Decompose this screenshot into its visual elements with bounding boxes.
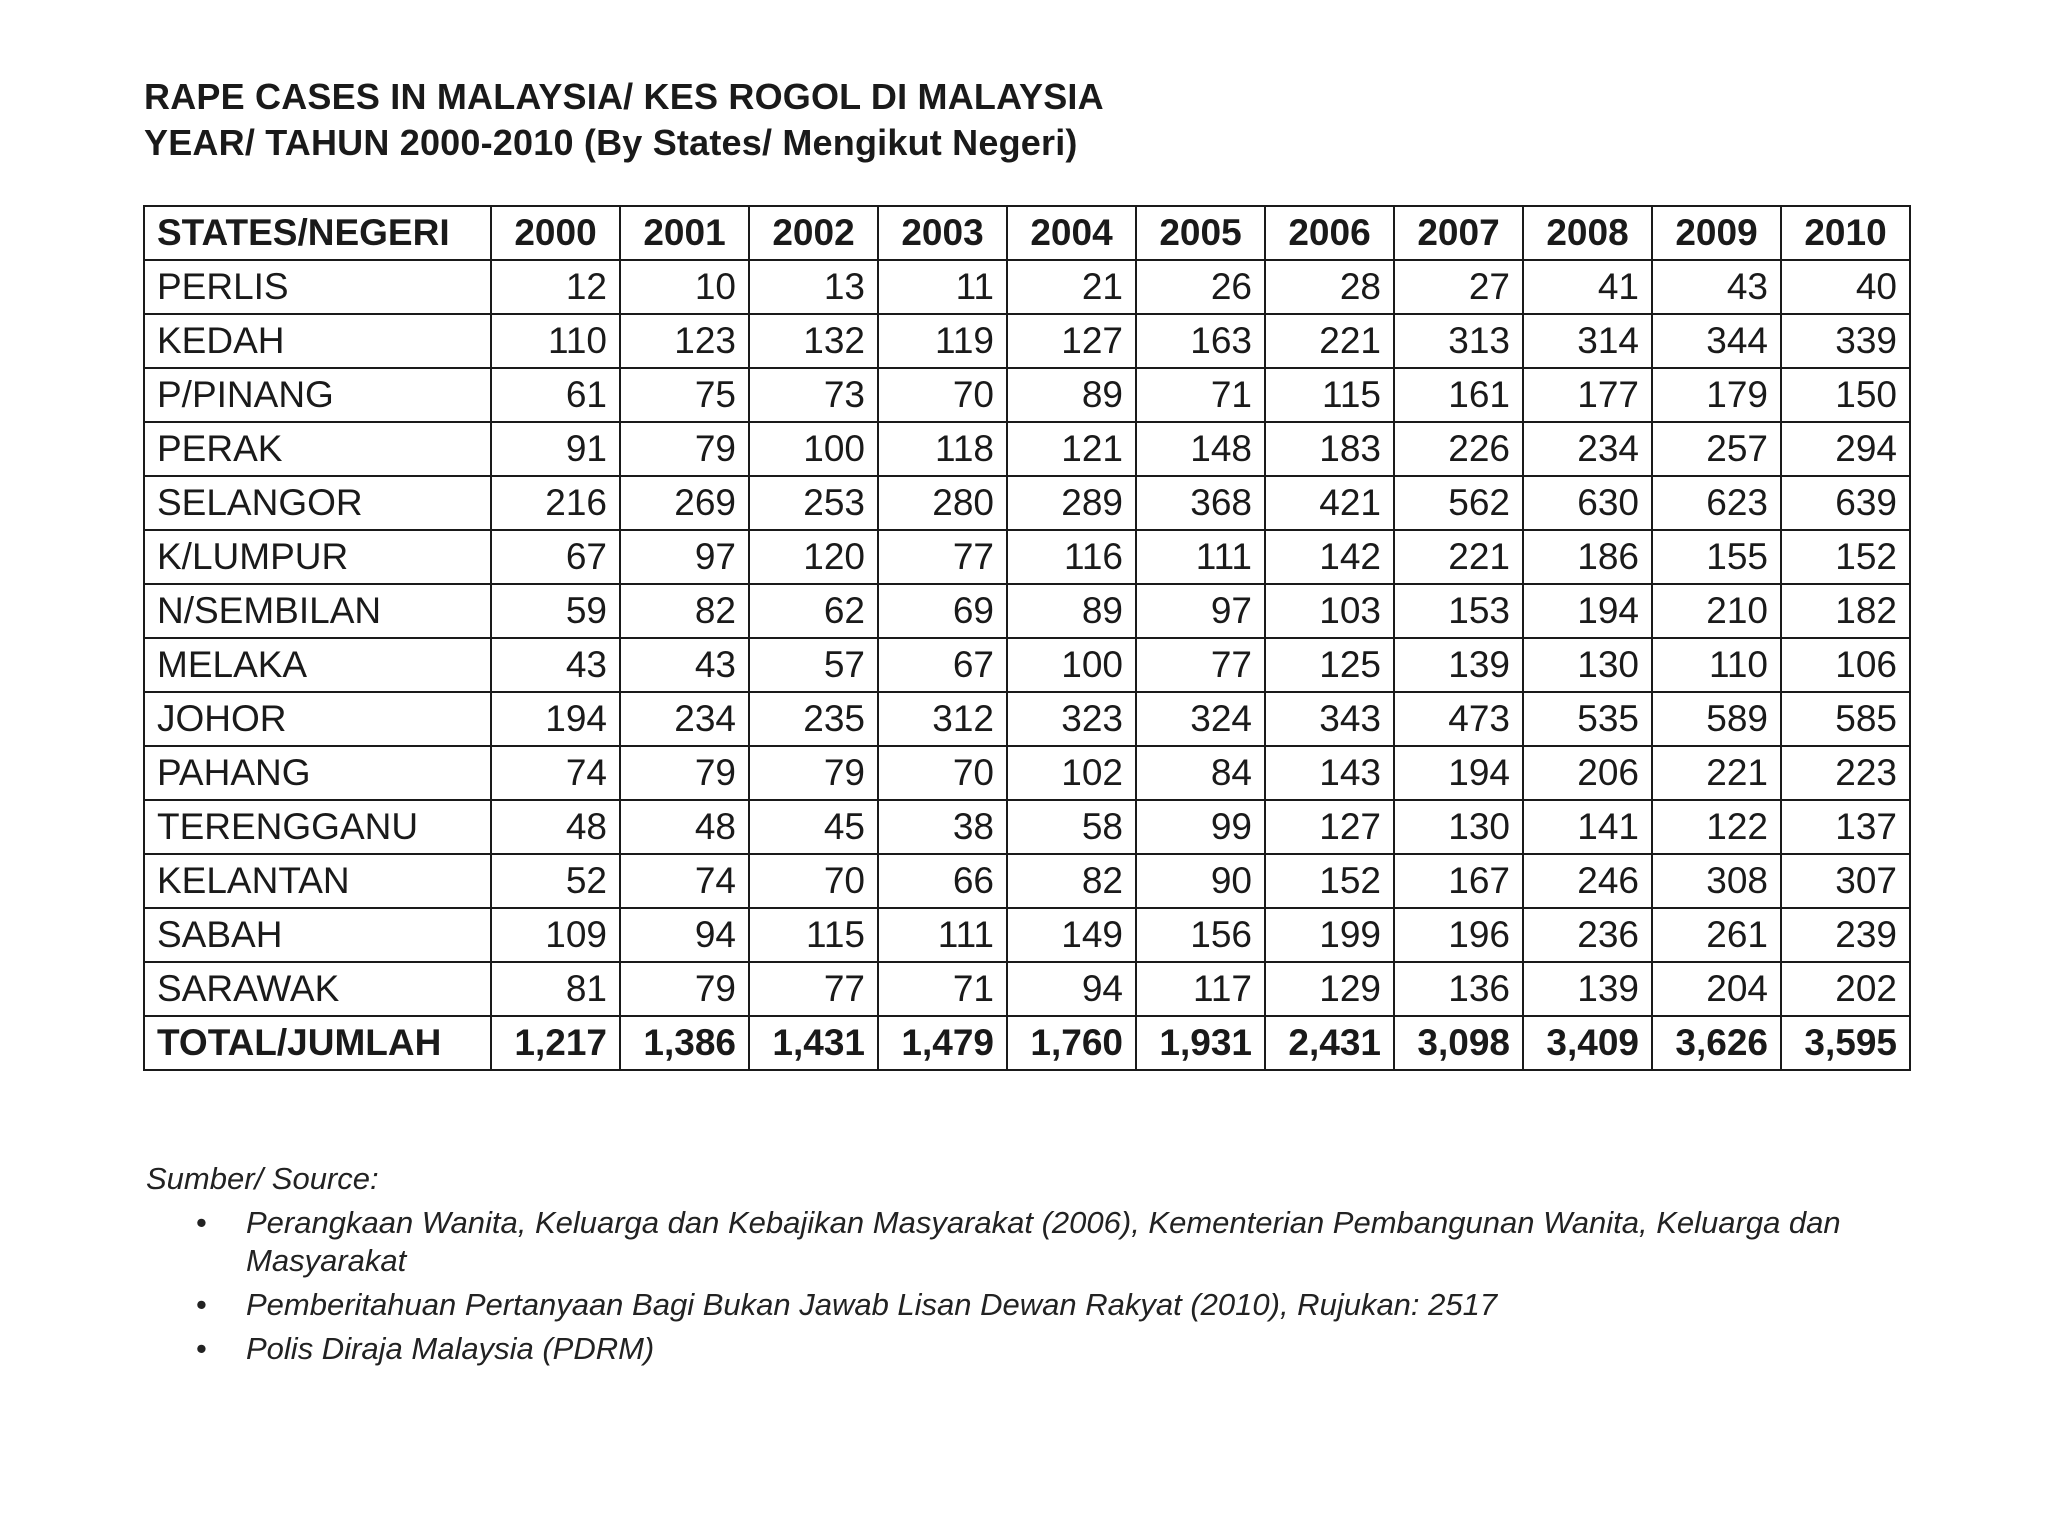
source-text: Perangkaan Wanita, Keluarga dan Kebajikan Masyarakat (2006), Kementerian Pembangunan Wanita, Keluarga dan Masyarakat — [246, 1205, 1841, 1278]
state-name-cell: PERAK — [144, 422, 491, 476]
value-cell: 45 — [749, 800, 878, 854]
value-cell: 307 — [1781, 854, 1910, 908]
value-cell: 43 — [620, 638, 749, 692]
value-cell: 137 — [1781, 800, 1910, 854]
bullet-icon: • — [196, 1287, 207, 1322]
value-cell: 186 — [1523, 530, 1652, 584]
rape-cases-table — [143, 205, 1911, 1071]
value-cell: 69 — [878, 584, 1007, 638]
table-row — [144, 368, 1910, 422]
value-cell: 59 — [491, 584, 620, 638]
table-row — [144, 422, 1910, 476]
value-cell: 194 — [1523, 584, 1652, 638]
source-item — [196, 1286, 1946, 1324]
value-cell: 71 — [1136, 368, 1265, 422]
value-cell: 70 — [749, 854, 878, 908]
total-value-cell: 3,098 — [1394, 1016, 1523, 1070]
value-cell: 343 — [1265, 692, 1394, 746]
table-row — [144, 476, 1910, 530]
value-cell: 221 — [1394, 530, 1523, 584]
value-cell: 97 — [1136, 584, 1265, 638]
value-cell: 82 — [1007, 854, 1136, 908]
state-name-cell: K/LUMPUR — [144, 530, 491, 584]
value-cell: 127 — [1265, 800, 1394, 854]
value-cell: 177 — [1523, 368, 1652, 422]
value-cell: 12 — [491, 260, 620, 314]
value-cell: 84 — [1136, 746, 1265, 800]
header-year: 2003 — [878, 206, 1007, 260]
header-year: 2007 — [1394, 206, 1523, 260]
value-cell: 234 — [620, 692, 749, 746]
table-row — [144, 746, 1910, 800]
value-cell: 103 — [1265, 584, 1394, 638]
title-line-1: RAPE CASES IN MALAYSIA/ KES ROGOL DI MALAYSIA — [144, 76, 1104, 117]
value-cell: 323 — [1007, 692, 1136, 746]
total-value-cell: 3,626 — [1652, 1016, 1781, 1070]
value-cell: 71 — [878, 962, 1007, 1016]
value-cell: 148 — [1136, 422, 1265, 476]
table-row — [144, 854, 1910, 908]
state-name-cell: PAHANG — [144, 746, 491, 800]
value-cell: 123 — [620, 314, 749, 368]
value-cell: 194 — [1394, 746, 1523, 800]
value-cell: 27 — [1394, 260, 1523, 314]
title-line-2: YEAR/ TAHUN 2000-2010 (By States/ Mengikut Negeri) — [144, 122, 1078, 163]
source-text: Pemberitahuan Pertanyaan Bagi Bukan Jawab Lisan Dewan Rakyat (2010), Rujukan: 2517 — [246, 1287, 1498, 1322]
value-cell: 210 — [1652, 584, 1781, 638]
value-cell: 119 — [878, 314, 1007, 368]
header-year: 2008 — [1523, 206, 1652, 260]
value-cell: 182 — [1781, 584, 1910, 638]
value-cell: 130 — [1394, 800, 1523, 854]
value-cell: 280 — [878, 476, 1007, 530]
value-cell: 110 — [491, 314, 620, 368]
value-cell: 100 — [1007, 638, 1136, 692]
value-cell: 149 — [1007, 908, 1136, 962]
value-cell: 77 — [1136, 638, 1265, 692]
value-cell: 206 — [1523, 746, 1652, 800]
value-cell: 130 — [1523, 638, 1652, 692]
value-cell: 204 — [1652, 962, 1781, 1016]
value-cell: 61 — [491, 368, 620, 422]
value-cell: 196 — [1394, 908, 1523, 962]
value-cell: 13 — [749, 260, 878, 314]
state-name-cell: JOHOR — [144, 692, 491, 746]
value-cell: 630 — [1523, 476, 1652, 530]
value-cell: 152 — [1265, 854, 1394, 908]
value-cell: 153 — [1394, 584, 1523, 638]
value-cell: 139 — [1394, 638, 1523, 692]
header-year: 2002 — [749, 206, 878, 260]
value-cell: 339 — [1781, 314, 1910, 368]
value-cell: 253 — [749, 476, 878, 530]
value-cell: 74 — [620, 854, 749, 908]
value-cell: 257 — [1652, 422, 1781, 476]
value-cell: 97 — [620, 530, 749, 584]
value-cell: 421 — [1265, 476, 1394, 530]
value-cell: 125 — [1265, 638, 1394, 692]
value-cell: 289 — [1007, 476, 1136, 530]
value-cell: 70 — [878, 746, 1007, 800]
value-cell: 223 — [1781, 746, 1910, 800]
value-cell: 10 — [620, 260, 749, 314]
value-cell: 67 — [878, 638, 1007, 692]
value-cell: 79 — [620, 962, 749, 1016]
value-cell: 73 — [749, 368, 878, 422]
value-cell: 115 — [1265, 368, 1394, 422]
value-cell: 77 — [878, 530, 1007, 584]
value-cell: 141 — [1523, 800, 1652, 854]
value-cell: 82 — [620, 584, 749, 638]
state-name-cell: SELANGOR — [144, 476, 491, 530]
value-cell: 48 — [620, 800, 749, 854]
value-cell: 79 — [749, 746, 878, 800]
header-year: 2001 — [620, 206, 749, 260]
value-cell: 100 — [749, 422, 878, 476]
value-cell: 314 — [1523, 314, 1652, 368]
sources-list — [146, 1204, 1946, 1368]
value-cell: 589 — [1652, 692, 1781, 746]
value-cell: 116 — [1007, 530, 1136, 584]
value-cell: 77 — [749, 962, 878, 1016]
value-cell: 70 — [878, 368, 1007, 422]
value-cell: 152 — [1781, 530, 1910, 584]
state-name-cell: SARAWAK — [144, 962, 491, 1016]
value-cell: 111 — [1136, 530, 1265, 584]
state-name-cell: KEDAH — [144, 314, 491, 368]
table-row — [144, 962, 1910, 1016]
total-value-cell: 1,431 — [749, 1016, 878, 1070]
value-cell: 179 — [1652, 368, 1781, 422]
state-name-cell: TERENGGANU — [144, 800, 491, 854]
state-name-cell: P/PINANG — [144, 368, 491, 422]
value-cell: 156 — [1136, 908, 1265, 962]
value-cell: 40 — [1781, 260, 1910, 314]
state-name-cell: N/SEMBILAN — [144, 584, 491, 638]
value-cell: 118 — [878, 422, 1007, 476]
value-cell: 202 — [1781, 962, 1910, 1016]
sources-section — [146, 1160, 1946, 1374]
value-cell: 21 — [1007, 260, 1136, 314]
header-year: 2000 — [491, 206, 620, 260]
table-row — [144, 584, 1910, 638]
value-cell: 313 — [1394, 314, 1523, 368]
value-cell: 143 — [1265, 746, 1394, 800]
sources-label: Sumber/ Source: — [146, 1161, 379, 1196]
table-row — [144, 314, 1910, 368]
document-title — [144, 74, 1104, 166]
value-cell: 109 — [491, 908, 620, 962]
value-cell: 562 — [1394, 476, 1523, 530]
value-cell: 66 — [878, 854, 1007, 908]
value-cell: 67 — [491, 530, 620, 584]
value-cell: 117 — [1136, 962, 1265, 1016]
table-row — [144, 800, 1910, 854]
total-value-cell: 1,479 — [878, 1016, 1007, 1070]
table-row — [144, 638, 1910, 692]
value-cell: 62 — [749, 584, 878, 638]
value-cell: 639 — [1781, 476, 1910, 530]
state-name-cell: PERLIS — [144, 260, 491, 314]
value-cell: 106 — [1781, 638, 1910, 692]
value-cell: 11 — [878, 260, 1007, 314]
table-row — [144, 908, 1910, 962]
value-cell: 79 — [620, 422, 749, 476]
value-cell: 111 — [878, 908, 1007, 962]
table-header-row — [144, 206, 1910, 260]
value-cell: 167 — [1394, 854, 1523, 908]
total-label: TOTAL/JUMLAH — [144, 1016, 491, 1070]
value-cell: 94 — [1007, 962, 1136, 1016]
header-year: 2006 — [1265, 206, 1394, 260]
header-year: 2005 — [1136, 206, 1265, 260]
value-cell: 236 — [1523, 908, 1652, 962]
total-value-cell: 3,409 — [1523, 1016, 1652, 1070]
value-cell: 91 — [491, 422, 620, 476]
value-cell: 234 — [1523, 422, 1652, 476]
value-cell: 136 — [1394, 962, 1523, 1016]
value-cell: 246 — [1523, 854, 1652, 908]
table-row — [144, 530, 1910, 584]
value-cell: 43 — [1652, 260, 1781, 314]
value-cell: 194 — [491, 692, 620, 746]
value-cell: 132 — [749, 314, 878, 368]
value-cell: 89 — [1007, 584, 1136, 638]
value-cell: 261 — [1652, 908, 1781, 962]
value-cell: 94 — [620, 908, 749, 962]
value-cell: 129 — [1265, 962, 1394, 1016]
value-cell: 26 — [1136, 260, 1265, 314]
value-cell: 57 — [749, 638, 878, 692]
value-cell: 142 — [1265, 530, 1394, 584]
value-cell: 75 — [620, 368, 749, 422]
state-name-cell: SABAH — [144, 908, 491, 962]
value-cell: 120 — [749, 530, 878, 584]
value-cell: 269 — [620, 476, 749, 530]
bullet-icon: • — [196, 1331, 207, 1366]
header-year: 2010 — [1781, 206, 1910, 260]
value-cell: 535 — [1523, 692, 1652, 746]
value-cell: 308 — [1652, 854, 1781, 908]
value-cell: 90 — [1136, 854, 1265, 908]
value-cell: 344 — [1652, 314, 1781, 368]
header-year: 2004 — [1007, 206, 1136, 260]
total-value-cell: 1,931 — [1136, 1016, 1265, 1070]
source-item — [196, 1330, 1946, 1368]
total-value-cell: 1,760 — [1007, 1016, 1136, 1070]
value-cell: 294 — [1781, 422, 1910, 476]
value-cell: 99 — [1136, 800, 1265, 854]
value-cell: 127 — [1007, 314, 1136, 368]
value-cell: 52 — [491, 854, 620, 908]
value-cell: 43 — [491, 638, 620, 692]
value-cell: 89 — [1007, 368, 1136, 422]
total-value-cell: 1,217 — [491, 1016, 620, 1070]
value-cell: 368 — [1136, 476, 1265, 530]
value-cell: 183 — [1265, 422, 1394, 476]
total-value-cell: 2,431 — [1265, 1016, 1394, 1070]
value-cell: 473 — [1394, 692, 1523, 746]
value-cell: 221 — [1652, 746, 1781, 800]
value-cell: 161 — [1394, 368, 1523, 422]
bullet-icon: • — [196, 1205, 207, 1240]
value-cell: 216 — [491, 476, 620, 530]
value-cell: 58 — [1007, 800, 1136, 854]
value-cell: 324 — [1136, 692, 1265, 746]
table-body — [144, 260, 1910, 1070]
value-cell: 28 — [1265, 260, 1394, 314]
value-cell: 312 — [878, 692, 1007, 746]
value-cell: 235 — [749, 692, 878, 746]
value-cell: 38 — [878, 800, 1007, 854]
value-cell: 48 — [491, 800, 620, 854]
source-item — [196, 1204, 1946, 1280]
value-cell: 139 — [1523, 962, 1652, 1016]
value-cell: 79 — [620, 746, 749, 800]
total-value-cell: 3,595 — [1781, 1016, 1910, 1070]
value-cell: 221 — [1265, 314, 1394, 368]
value-cell: 239 — [1781, 908, 1910, 962]
total-row — [144, 1016, 1910, 1070]
state-name-cell: MELAKA — [144, 638, 491, 692]
value-cell: 121 — [1007, 422, 1136, 476]
value-cell: 102 — [1007, 746, 1136, 800]
value-cell: 585 — [1781, 692, 1910, 746]
table-row — [144, 692, 1910, 746]
value-cell: 226 — [1394, 422, 1523, 476]
value-cell: 41 — [1523, 260, 1652, 314]
table-row — [144, 260, 1910, 314]
value-cell: 199 — [1265, 908, 1394, 962]
state-name-cell: KELANTAN — [144, 854, 491, 908]
source-text: Polis Diraja Malaysia (PDRM) — [246, 1331, 655, 1366]
value-cell: 110 — [1652, 638, 1781, 692]
header-states: STATES/NEGERI — [144, 206, 491, 260]
value-cell: 163 — [1136, 314, 1265, 368]
value-cell: 150 — [1781, 368, 1910, 422]
value-cell: 155 — [1652, 530, 1781, 584]
header-year: 2009 — [1652, 206, 1781, 260]
value-cell: 115 — [749, 908, 878, 962]
total-value-cell: 1,386 — [620, 1016, 749, 1070]
value-cell: 122 — [1652, 800, 1781, 854]
value-cell: 81 — [491, 962, 620, 1016]
value-cell: 623 — [1652, 476, 1781, 530]
value-cell: 74 — [491, 746, 620, 800]
